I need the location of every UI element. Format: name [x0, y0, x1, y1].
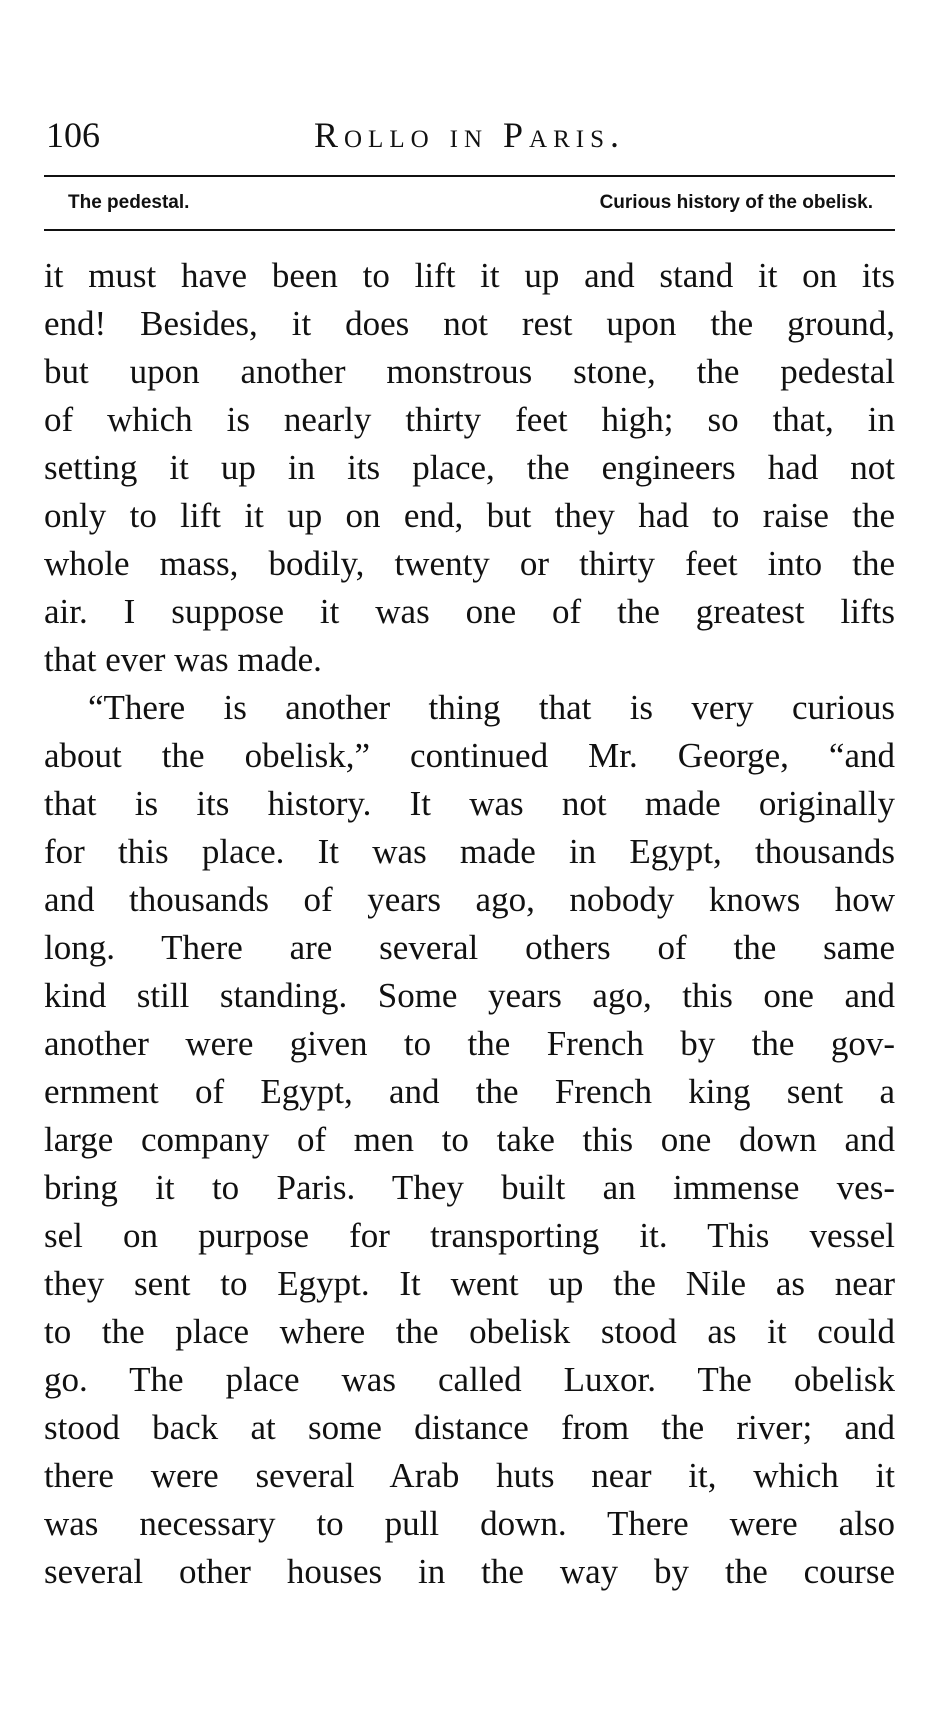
- text-line: long. There are several others of the same: [44, 928, 895, 967]
- text-line: sel on purpose for transporting it. This vessel: [44, 1216, 895, 1255]
- text-line: it must have been to lift it up and stand it on its: [44, 256, 895, 295]
- text-line: that ever was made.: [44, 640, 322, 679]
- book-title: Rollo in Paris.: [313, 115, 626, 155]
- text-line: about the obelisk,” continued Mr. George, “and: [44, 736, 895, 775]
- text-line: whole mass, bodily, twenty or thirty feet into the: [44, 544, 895, 583]
- side-note-right: Curious history of the obelisk.: [599, 192, 873, 213]
- running-head: [44, 113, 895, 157]
- header-rule-bottom: [44, 229, 895, 231]
- text-line: that is its history. It was not made originally: [44, 784, 895, 823]
- page-number: 106: [46, 115, 100, 155]
- text-line: there were several Arab huts near it, which it: [44, 1456, 895, 1495]
- text-line: only to lift it up on end, but they had to raise the: [44, 496, 895, 535]
- text-line: kind still standing. Some years ago, this one and: [44, 976, 895, 1015]
- text-line: of which is nearly thirty feet high; so that, in: [44, 400, 895, 439]
- side-note-left: The pedestal.: [68, 192, 190, 213]
- text-line: setting it up in its place, the engineers had not: [44, 448, 895, 487]
- side-notes: [44, 188, 895, 218]
- text-line: end! Besides, it does not rest upon the ground,: [44, 304, 895, 343]
- text-line: air. I suppose it was one of the greatest lifts: [44, 592, 895, 631]
- text-line: for this place. It was made in Egypt, thousands: [44, 832, 895, 871]
- text-line: they sent to Egypt. It went up the Nile as near: [44, 1264, 895, 1303]
- text-line: stood back at some distance from the river; and: [44, 1408, 895, 1447]
- text-line: another were given to the French by the gov-: [44, 1024, 895, 1063]
- text-line: ernment of Egypt, and the French king sent a: [44, 1072, 895, 1111]
- text-line: go. The place was called Luxor. The obelisk: [44, 1360, 895, 1399]
- text-line: several other houses in the way by the course: [44, 1552, 895, 1591]
- text-line: “There is another thing that is very curious: [88, 688, 895, 727]
- text-line: was necessary to pull down. There were also: [44, 1504, 895, 1543]
- text-line: but upon another monstrous stone, the pedestal: [44, 352, 895, 391]
- text-line: bring it to Paris. They built an immense ves-: [44, 1168, 895, 1207]
- body-text: [44, 252, 895, 1596]
- header-rule-top: [44, 175, 895, 177]
- text-line: and thousands of years ago, nobody knows how: [44, 880, 895, 919]
- text-line: large company of men to take this one down and: [44, 1120, 895, 1159]
- text-line: to the place where the obelisk stood as it could: [44, 1312, 895, 1351]
